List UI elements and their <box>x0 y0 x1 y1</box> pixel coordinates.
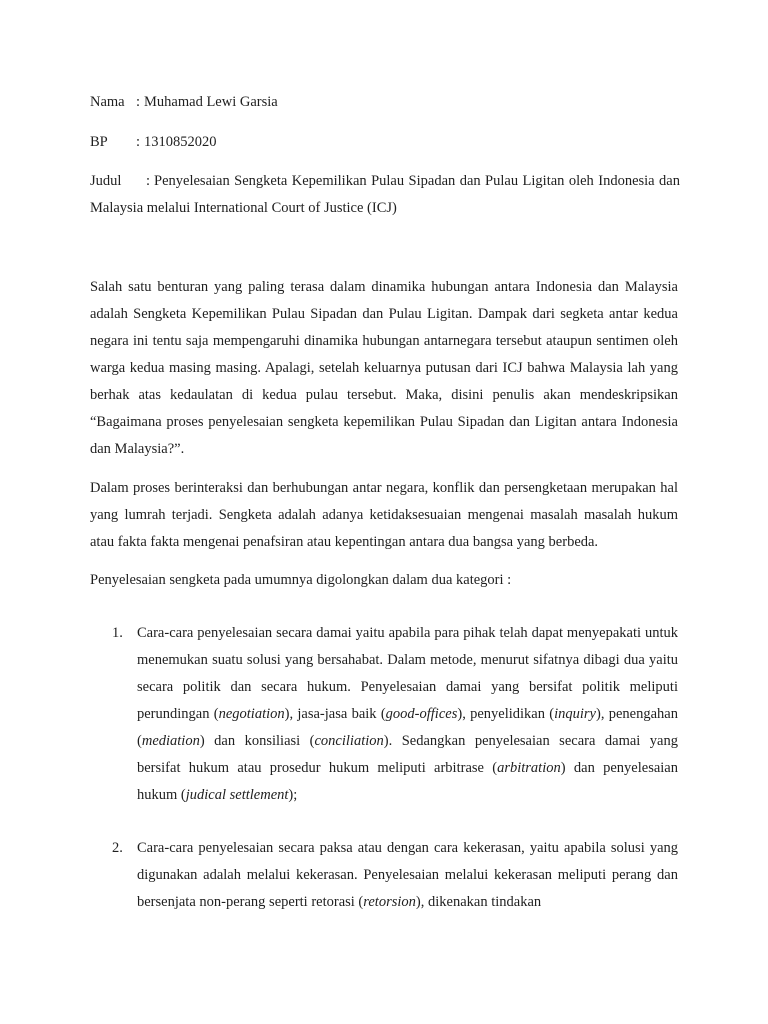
term-inquiry: inquiry <box>554 706 596 722</box>
paragraph-intro: Salah satu benturan yang paling terasa dalam dinamika hubungan antara Indonesia dan Malaysia adalah Sengketa Kepemilikan Pulau Sipadan dan Pulau Ligitan. Dampak dari segketa antar kedua negara ini tentu saja mempengaruhi dinamika hubungan antarnegara tersebut ataupun sentimen oleh warga kedua masing masing. Apalagi, setelah keluarnya putusan dari ICJ bahwa Malaysia lah yang berhak atas kedaulatan di kedua pulau tersebut. Maka, disini penulis akan mendeskripsikan “Bagaimana proses penyelesaian sengketa kepemilikan Pulau Sipadan dan Ligitan antara Indonesia dan Malaysia?”. <box>90 279 678 457</box>
list-number: 2. <box>112 840 123 856</box>
name-separator: : <box>136 94 141 110</box>
term-mediation: mediation <box>141 733 200 749</box>
term-negotiation: negotiation <box>218 706 285 722</box>
list-item-text: Cara-cara penyelesaian secara damai yaitu apabila para pihak telah dapat menyepakati untuk menemukan suatu solusi yang bersahabat. Dalam metode, menurut sifatnya dibagi dua yaitu secara politik dan secara hukum. Penyelesaian damai yang bersifat politik meliputi perundingan (negotiation), jasa-jasa baik (good-offices), penyelidikan (inquiry), penengahan (mediation) dan konsiliasi (conciliation). Sedangkan penyelesaian secara damai yang bersifat hukum atau prosedur hukum meliputi arbitrase (arbitration) dan penyelesaian hukum (judical settlement); <box>137 625 678 803</box>
term-good-offices: good-offices <box>385 706 458 722</box>
term-retorsion: retorsion <box>363 894 416 910</box>
name-value: Muhamad Lewi Garsia <box>144 94 278 110</box>
term-arbitration: arbitration <box>497 760 561 776</box>
term-conciliation: conciliation <box>314 733 384 749</box>
term-judical-settlement: judical settlement <box>185 787 289 803</box>
bp-value: 1310852020 <box>144 134 217 150</box>
name-label: Nama <box>90 94 125 110</box>
paragraph-categories: Penyelesaian sengketa pada umumnya digolongkan dalam dua kategori : <box>90 572 512 588</box>
bp-row <box>90 129 680 156</box>
title-label: Judul <box>90 173 122 189</box>
paragraph-definition: Dalam proses berinteraksi dan berhubungan antar negara, konflik dan persengketaan merupakan hal yang lumrah terjadi. Sengketa adalah adanya ketidaksesuaian mengenai masalah masalah hukum atau fakta fakta mengenai penafsiran atau kepentingan antara dua bangsa yang berbeda. <box>90 480 678 550</box>
bp-label: BP <box>90 134 108 150</box>
list-item-peaceful <box>90 620 678 809</box>
list-item-forceful <box>90 835 678 916</box>
list-item-text: Cara-cara penyelesaian secara paksa atau dengan cara kekerasan, yaitu apabila solusi yang digunakan adalah melalui kekerasan. Penyelesaian melalui kekerasan meliputi perang dan bersenjata non-perang seperti retorasi (retorsion), dikenakan tindakan <box>137 840 678 910</box>
name-row <box>90 89 680 116</box>
title-row <box>90 168 680 222</box>
title-separator: : <box>146 173 151 189</box>
bp-separator: : <box>136 134 141 150</box>
title-value: Penyelesaian Sengketa Kepemilikan Pulau Sipadan dan Pulau Ligitan oleh Indonesia dan Malaysia melalui International Court of Justice (ICJ) <box>90 173 680 216</box>
list-number: 1. <box>112 625 123 641</box>
